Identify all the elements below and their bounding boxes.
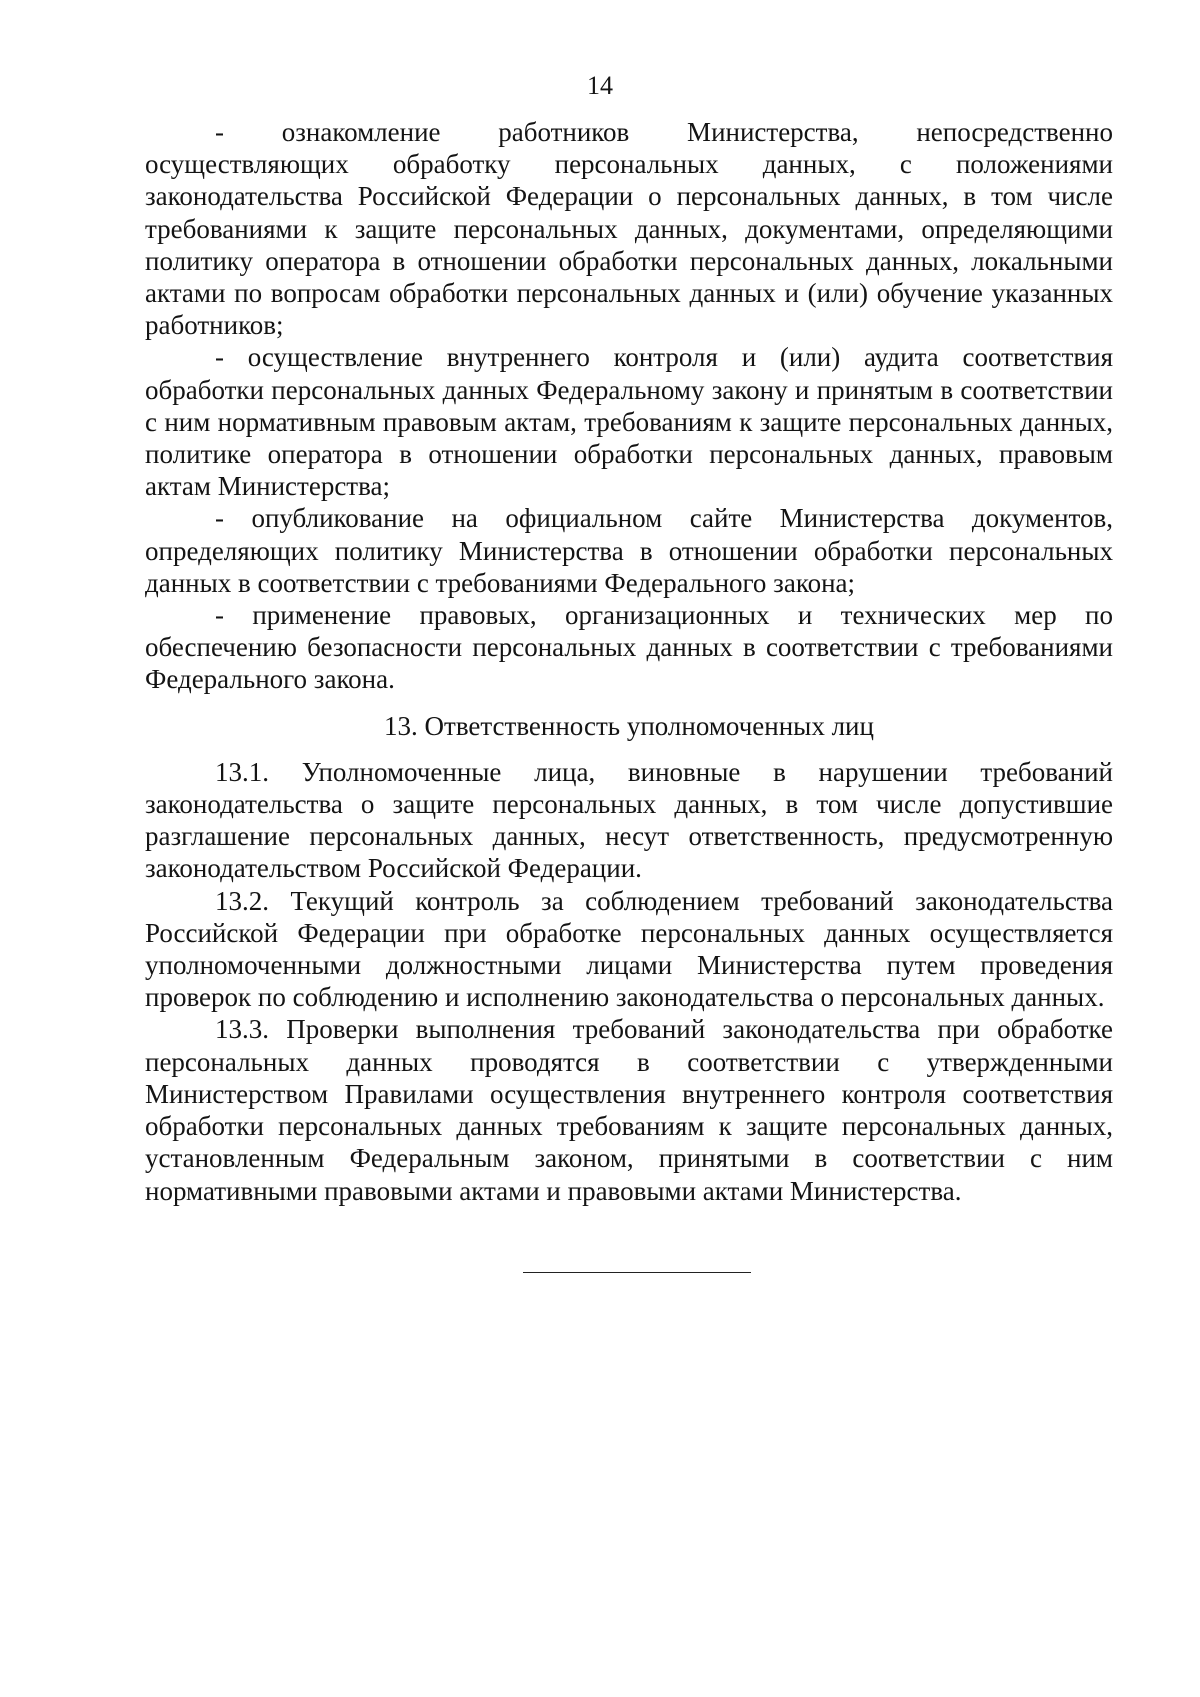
- list-item-paragraph: - осуществление внутреннего контроля и (или) аудита соответствия обработки персональных данных Федеральному закону и принятым в соответствии с ним нормативным правовым актам, требованиям к защите персональных данных, политике оператора в отношении обработки персональных данных, правовым актам Министерства;: [145, 342, 1113, 502]
- clause-paragraph: 13.1. Уполномоченные лица, виновные в нарушении требований законодательства о защите персональных данных, в том числе допустившие разглашение персональных данных, несут ответственность, предусмотренную законодательством Российской Федерации.: [145, 756, 1113, 884]
- clause-paragraph: 13.2. Текущий контроль за соблюдением требований законодательства Российской Федерации при обработке персональных данных осуществляется уполномоченными должностными лицами Министерства путем проведения проверок по соблюдению и исполнению законодательства о персональных данных.: [145, 885, 1113, 1013]
- list-item-paragraph: - опубликование на официальном сайте Министерства документов, определяющих политику Министерства в отношении обработки персональных данных в соответствии с требованиями Федерального закона;: [145, 503, 1113, 598]
- page-number: 14: [587, 71, 613, 100]
- list-item-paragraph: - ознакомление работников Министерства, непосредственно осуществляющих обработку персональных данных, с положениями законодательства Российской Федерации о персональных данных, в том числе требованиями к защите персональных данных, документами, определяющими политику оператора в отношении обработки персональных данных, локальными актами по вопросам обработки персональных данных и (или) обучение указанных работников;: [145, 117, 1113, 341]
- clause-paragraph: 13.3. Проверки выполнения требований законодательства при обработке персональных данных проводятся в соответствии с утвержденными Министерством Правилами осуществления внутреннего контроля соответствия обработки персональных данных требованиям к защите персональных данных, установленным Федеральным законом, принятыми в соответствии с ним нормативными правовыми актами и правовыми актами Министерства.: [145, 1014, 1113, 1206]
- list-item-paragraph: - применение правовых, организационных и технических мер по обеспечению безопасности персональных данных в соответствии с требованиями Федерального закона.: [145, 600, 1113, 695]
- document-body: [145, 116, 1113, 1207]
- section-heading: 13. Ответственность уполномоченных лиц: [384, 710, 874, 741]
- end-of-document-rule: [523, 1272, 751, 1273]
